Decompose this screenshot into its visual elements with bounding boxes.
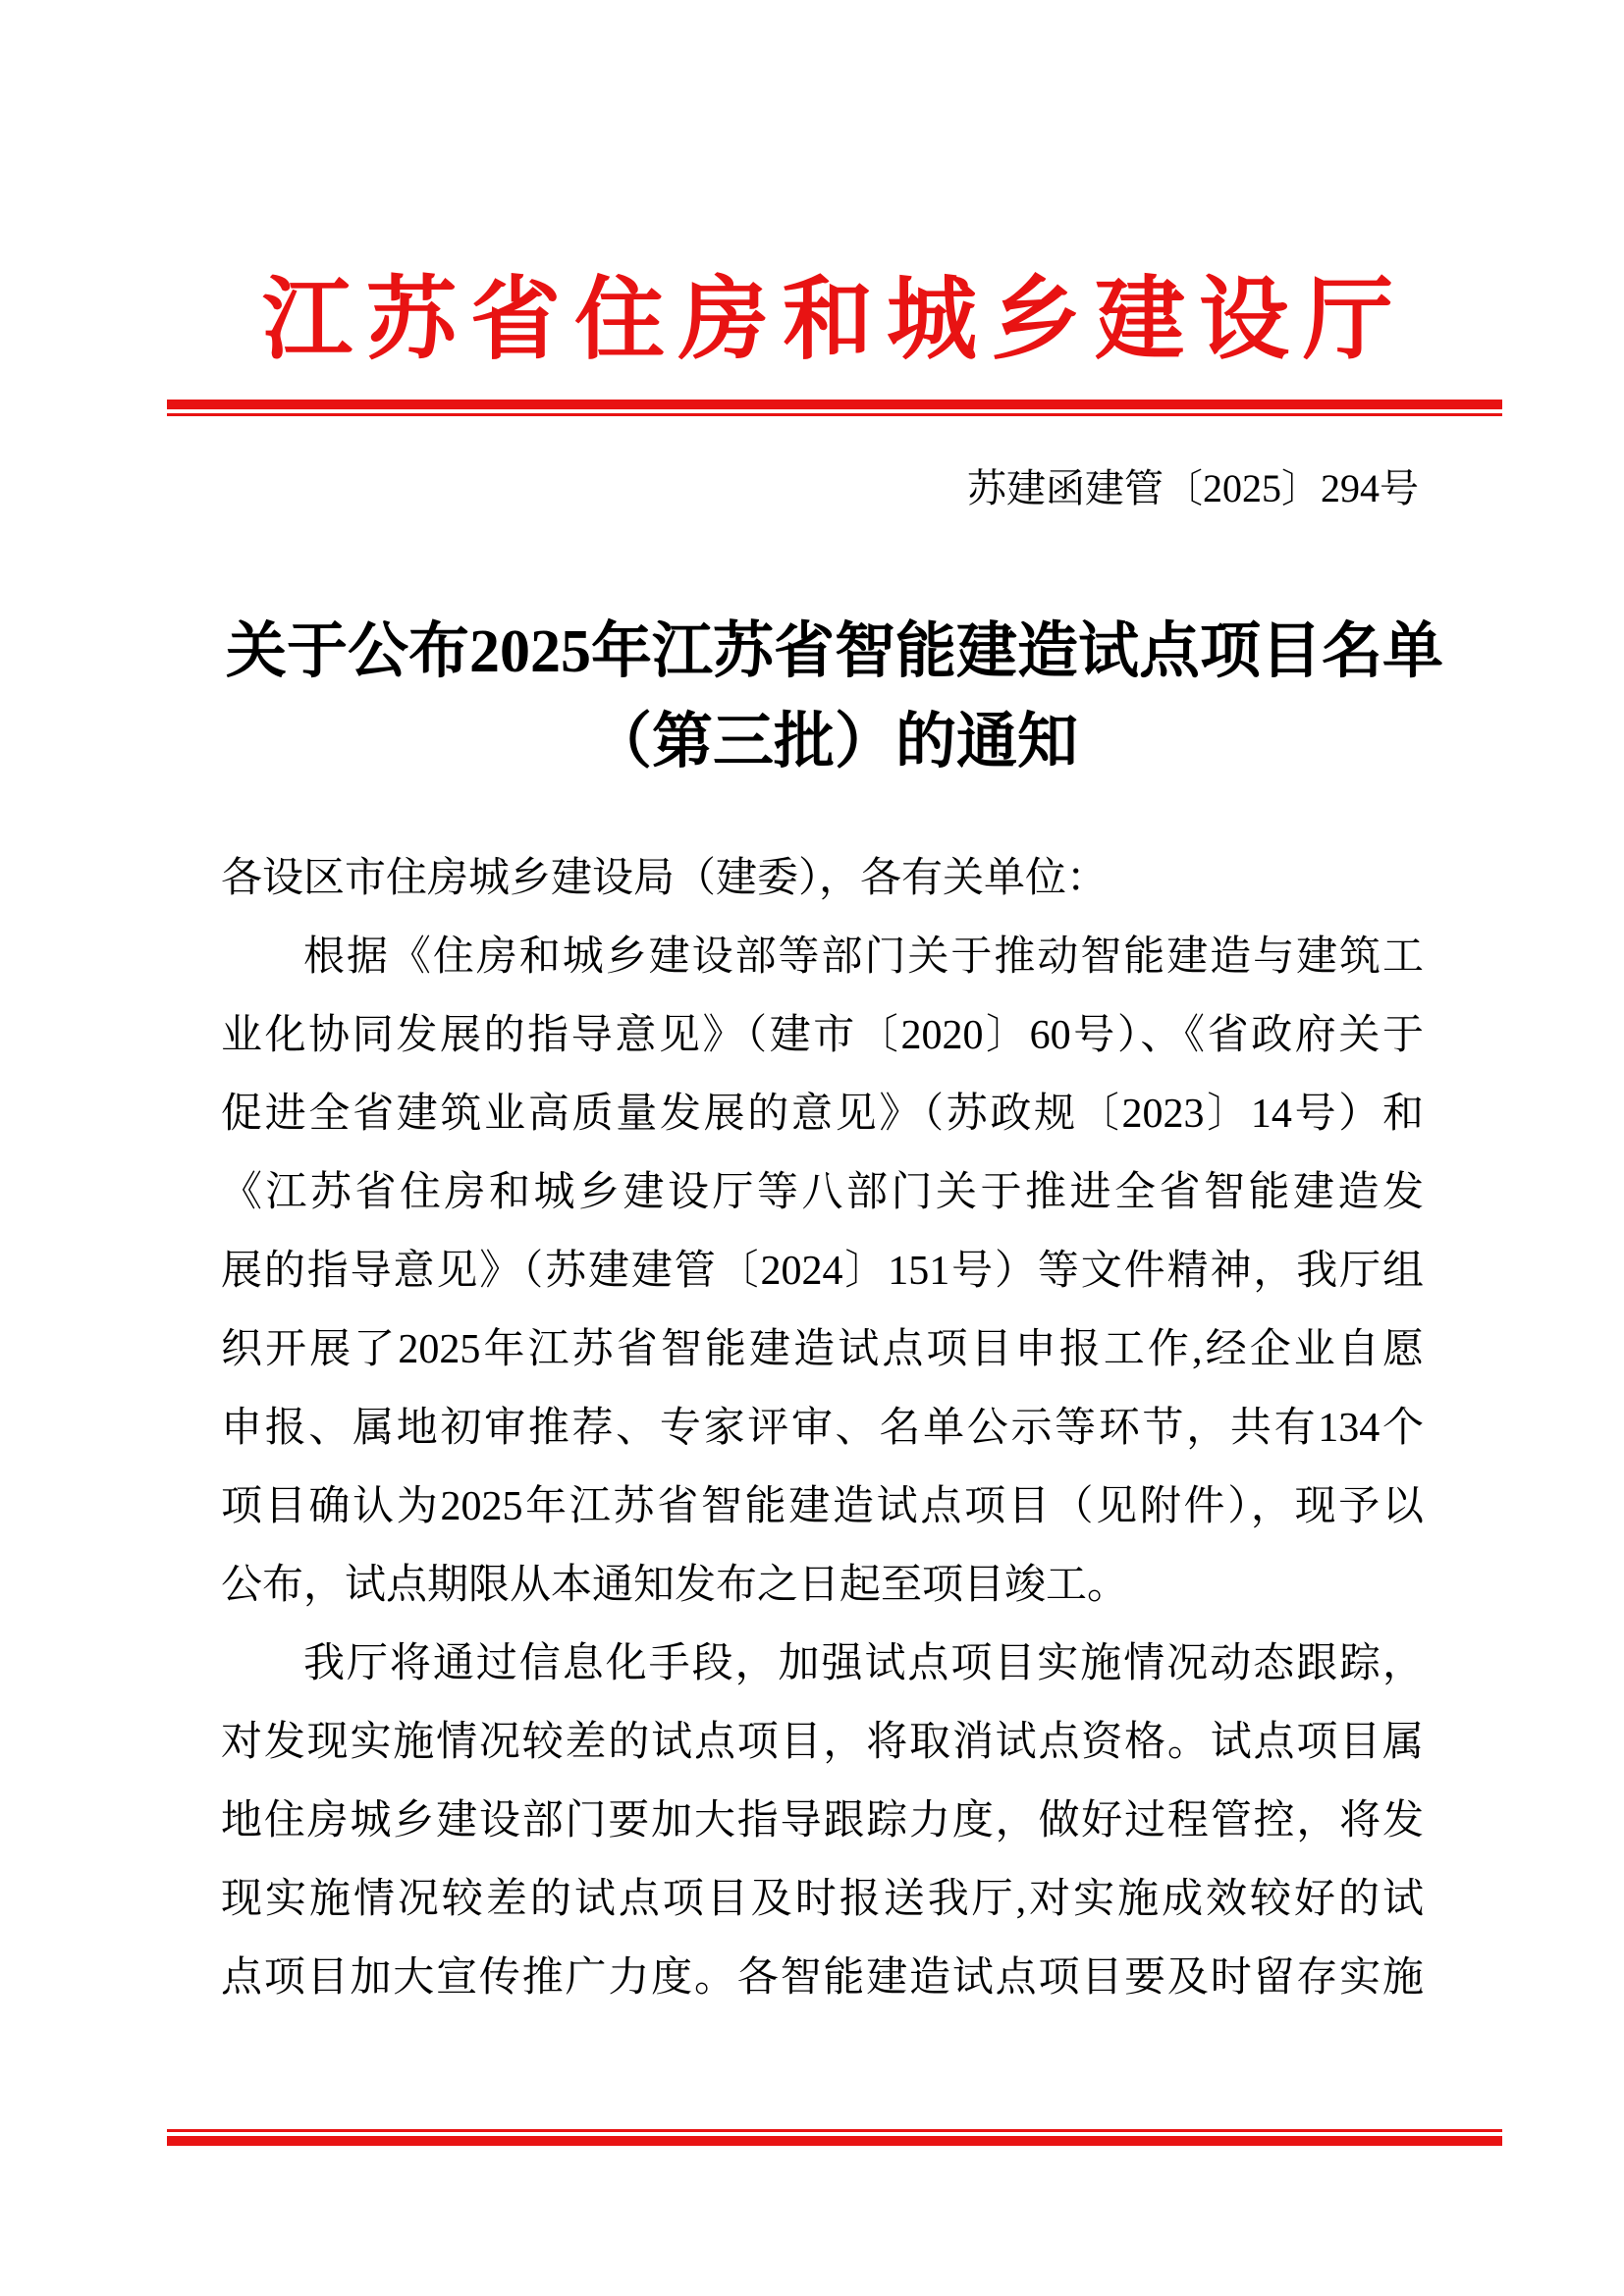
notice-body	[167, 839, 1502, 2017]
body-line: 各设区市住房城乡建设局（建委），各有关单位：	[221, 856, 1109, 901]
letterhead-agency-title: 江苏省住房和城乡建设厅	[261, 270, 1407, 370]
footer-rule	[167, 2129, 1502, 2146]
notice-title-line2: （第三批）的通知	[590, 709, 1078, 775]
body-line: 根据《住房和城乡建设部等部门关于推动智能建造与建筑工	[303, 934, 1424, 980]
body-line: 对发现实施情况较差的试点项目，将取消试点资格。试点项目属	[221, 1720, 1424, 1765]
body-line: 公布，试点期限从本通知发布之日起至项目竣工。	[221, 1563, 1129, 1608]
body-line: 项目确认为2025年江苏省智能建造试点项目（见附件），现予以	[221, 1484, 1424, 1529]
body-line: 织开展了2025年江苏省智能建造试点项目申报工作,经企业自愿	[221, 1327, 1424, 1372]
notice-title	[167, 607, 1502, 787]
body-line: 我厅将通过信息化手段，加强试点项目实施情况动态跟踪，	[303, 1641, 1424, 1686]
body-line: 促进全省建筑业高质量发展的意见》（苏政规〔2023〕14号）和	[221, 1092, 1424, 1137]
body-line: 《江苏省住房和城乡建设厅等八部门关于推进全省智能建造发	[221, 1170, 1424, 1215]
body-line: 现实施情况较差的试点项目及时报送我厅,对实施成效较好的试	[221, 1877, 1424, 1922]
body-line: 地住房城乡建设部门要加大指导跟踪力度，做好过程管控，将发	[221, 1798, 1424, 1843]
document-number: 苏建函建管〔2025〕294号	[967, 466, 1419, 510]
body-line: 申报、属地初审推荐、专家评审、名单公示等环节，共有134个	[221, 1406, 1424, 1451]
body-line: 点项目加大宣传推广力度。各智能建造试点项目要及时留存实施	[221, 1955, 1424, 2001]
body-line: 展的指导意见》（苏建建管〔2024〕151号）等文件精神，我厅组	[221, 1249, 1424, 1294]
letterhead-rule-top	[167, 400, 1502, 416]
body-line: 业化协同发展的指导意见》（建市〔2020〕60号）、《省政府关于	[221, 1013, 1424, 1058]
notice-title-line1: 关于公布2025年江苏省智能建造试点项目名单	[225, 618, 1443, 685]
